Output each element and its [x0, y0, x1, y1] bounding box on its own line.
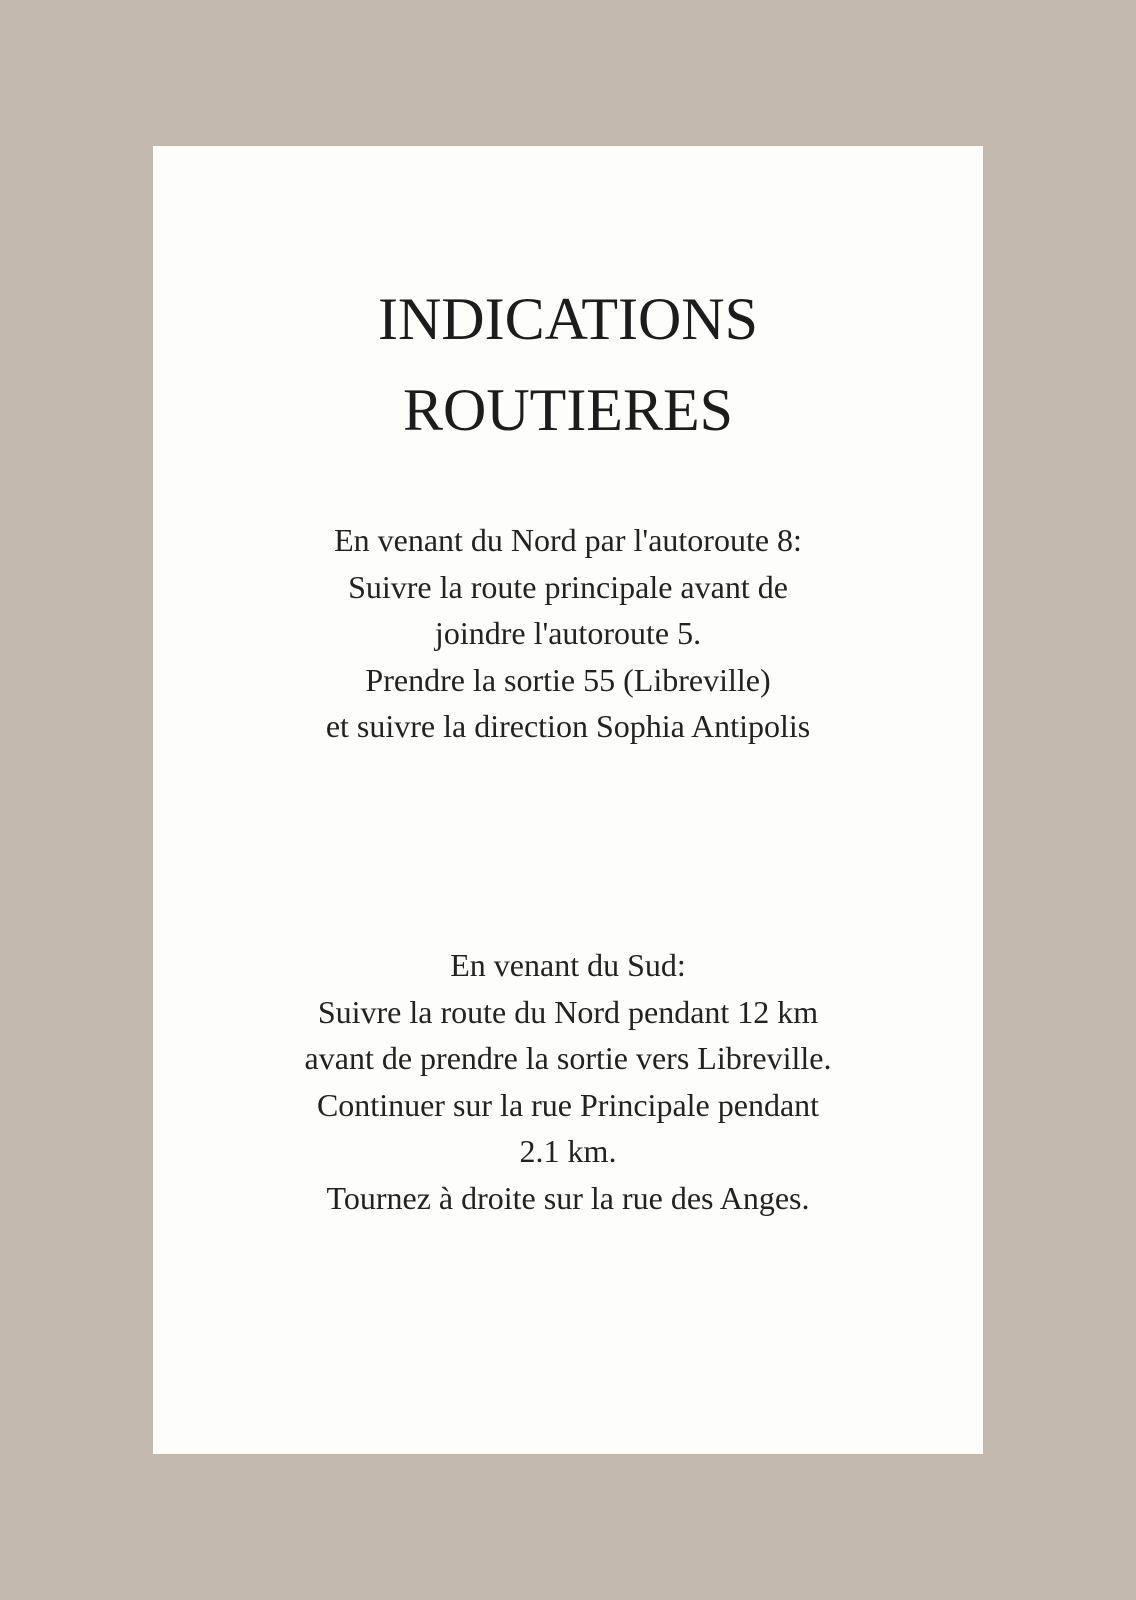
south-line: 2.1 km. — [519, 1133, 617, 1169]
south-line: Suivre la route du Nord pendant 12 km — [317, 993, 819, 1030]
north-line: En venant du Nord par l'autoroute 8: — [334, 522, 802, 558]
south-line: Tournez à droite sur la rue des Anges. — [326, 1179, 810, 1216]
page-title — [153, 274, 983, 456]
north-line: Suivre la route principale avant de — [348, 568, 788, 605]
south-line: Continuer sur la rue Principale pendant — [316, 1086, 820, 1123]
directions-card — [153, 146, 983, 1454]
north-line: Prendre la sortie 55 (Libreville) — [365, 661, 771, 698]
title-line-2: ROUTIERES — [403, 377, 733, 443]
south-line: En venant du Sud: — [450, 947, 686, 983]
title-line-1: INDICATIONS — [378, 286, 758, 352]
north-line: joindre l'autoroute 5. — [434, 615, 702, 651]
directions-from-north — [153, 517, 983, 750]
directions-from-south — [153, 942, 983, 1221]
south-line: avant de prendre la sortie vers Libreville. — [304, 1040, 832, 1076]
north-line: et suivre la direction Sophia Antipolis — [325, 708, 811, 744]
